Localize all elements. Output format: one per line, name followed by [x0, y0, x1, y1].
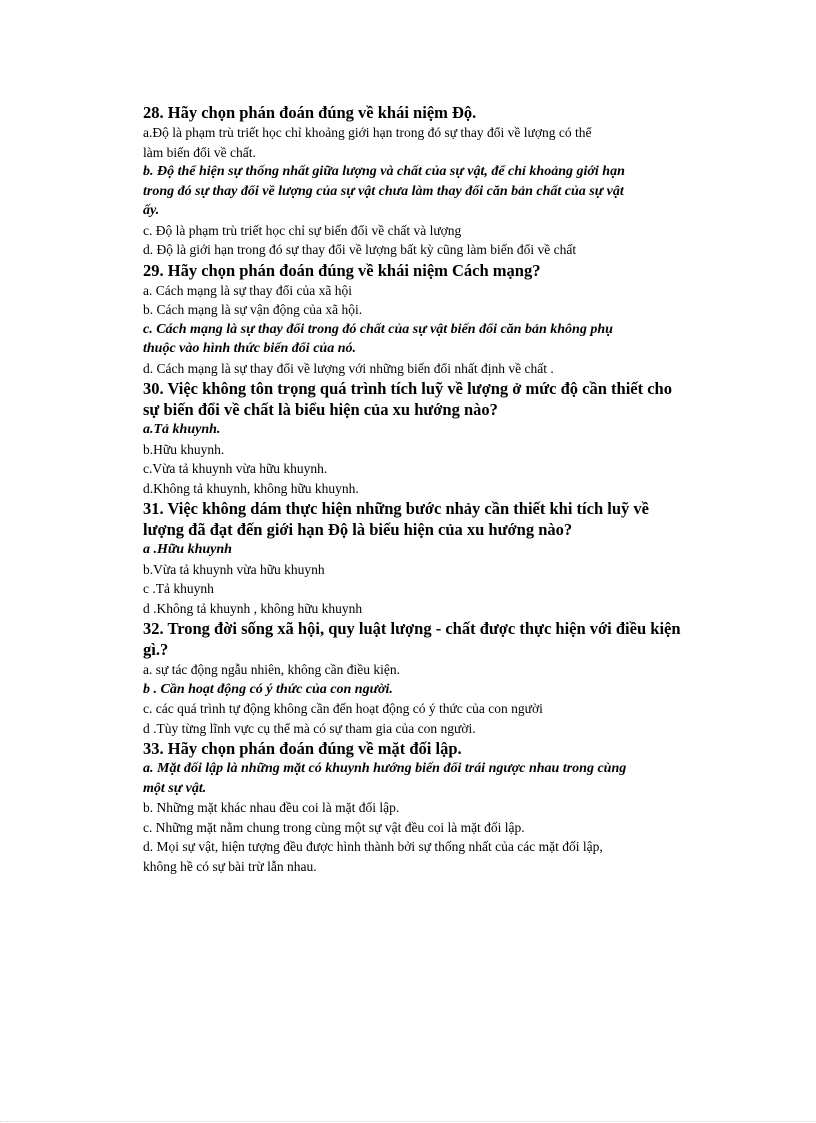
option-a: a. Cách mạng là sự thay đổi của xã hội	[143, 282, 353, 298]
option-b: b. Những mặt khác nhau đều coi là mặt đối lập.	[143, 800, 400, 815]
option-b-correct: b. Độ thể hiện sự thống nhất giữa lượng và chất của sự vật, để chỉ khoảng giới hạn trong đó sự thay đổi về lượng của sự vật chưa làm thay đổi căn bản chất của sự vật ấy.	[143, 164, 625, 218]
question-32	[143, 618, 688, 738]
question-title: 31. Việc không dám thực hiện những bước nhảy cần thiết khi tích luỹ về lượng đã đạt đến giới hạn Độ là biểu hiện của xu hướng nào?	[143, 499, 649, 539]
option-c: c. Những mặt nằm chung trong cùng một sự vật đều coi là mặt đối lập.	[143, 819, 525, 835]
question-29	[143, 260, 688, 379]
option-b-correct: b . Cần hoạt động có ý thức của con người.	[143, 681, 393, 697]
question-28	[143, 102, 688, 260]
option-a-correct: a .Hữu khuynh	[143, 542, 232, 557]
question-title: 28. Hãy chọn phán đoán đúng về khái niệm Độ.	[143, 103, 477, 122]
option-d: d. Mọi sự vật, hiện tượng đều được hình thành bởi sự thống nhất của các mặt đối lập, không hề có sự bài trừ lẫn nhau.	[143, 839, 603, 874]
option-d: d. Độ là giới hạn trong đó sự thay đổi về lượng bất kỳ cũng làm biến đổi về chất	[143, 242, 577, 257]
option-a: a. sự tác động ngẫu nhiên, không cần điều kiện.	[143, 662, 401, 677]
option-d: d .Tùy từng lĩnh vực cụ thể mà có sự tham gia của con người.	[143, 720, 476, 736]
question-30	[143, 378, 688, 498]
option-c: c.Vừa tả khuynh vừa hữu khuynh.	[143, 461, 328, 476]
option-c: c. các quá trình tự động không cần đến hoạt động có ý thức của con người	[143, 701, 543, 716]
option-a-correct: a. Mặt đối lập là những mặt có khuynh hướng biến đổi trái ngược nhau trong cùng một sự vật.	[143, 761, 627, 796]
question-title: 29. Hãy chọn phán đoán đúng về khái niệm Cách mạng?	[143, 260, 541, 280]
question-33	[143, 738, 688, 876]
option-c: c. Độ là phạm trù triết học chỉ sự biến đổi về chất và lượng	[143, 222, 462, 238]
document-page	[143, 102, 688, 876]
question-title: 33. Hãy chọn phán đoán đúng về mặt đối lập.	[143, 739, 462, 758]
option-c: c .Tả khuynh	[143, 581, 214, 596]
option-d: d.Không tả khuynh, không hữu khuynh.	[143, 480, 359, 496]
option-a-correct: a.Tả khuynh.	[143, 422, 221, 437]
page-bottom-divider	[0, 1121, 816, 1122]
option-b: b.Hữu khuynh.	[143, 441, 225, 457]
question-title: 32. Trong đời sống xã hội, quy luật lượng - chất được thực hiện với điều kiện gì.?	[143, 619, 681, 659]
option-d: d. Cách mạng là sự thay đổi về lượng với những biến đổi nhất định về chất .	[143, 360, 554, 376]
option-d: d .Không tả khuynh , không hữu khuynh	[143, 600, 363, 616]
option-a: a.Độ là phạm trù triết học chỉ khoảng giới hạn trong đó sự thay đổi về lượng có thể làm biến đổi về chất.	[143, 125, 592, 160]
option-b: b.Vừa tả khuynh vừa hữu khuynh	[143, 561, 325, 577]
question-title: 30. Việc không tôn trọng quá trình tích luỹ về lượng ở mức độ cần thiết cho sự biến đổi về chất là biểu hiện của xu hướng nào?	[143, 379, 672, 419]
option-b: b. Cách mạng là sự vận động của xã hội.	[143, 302, 363, 317]
question-31	[143, 498, 688, 618]
option-c-correct: c. Cách mạng là sự thay đổi trong đó chất của sự vật biến đổi căn bản không phụ thuộc vào hình thức biến đổi của nó.	[143, 321, 613, 356]
